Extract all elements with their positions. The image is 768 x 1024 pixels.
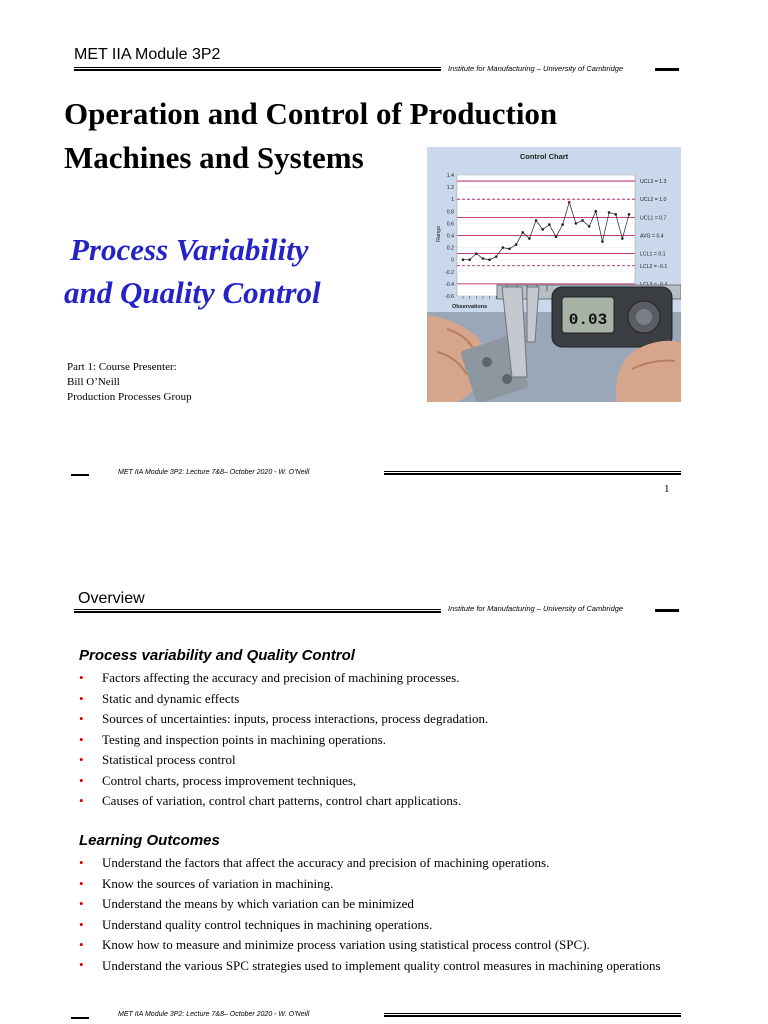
chart-x-label: Observations [452, 304, 488, 310]
learning-outcomes-list [77, 853, 677, 975]
header-rule-thick [74, 69, 441, 71]
overview-title: Overview [78, 590, 145, 607]
chart-y-label: Range [436, 225, 442, 242]
list-item-text: Causes of variation, control chart patterns, control chart applications. [102, 793, 462, 808]
chart-limit-label: UCL2 = 1.0 [640, 197, 667, 204]
list-item [77, 894, 677, 915]
bullet-icon: • [79, 875, 84, 891]
list-item [77, 689, 677, 710]
chart-y-tick-label: 0 [451, 257, 454, 264]
presenter-line-1: Part 1: Course Presenter: [67, 361, 177, 373]
list-item-text: Know the sources of variation in machining. [102, 875, 334, 891]
list-item [77, 956, 677, 975]
footer-text: MET IIA Module 3P2: Lecture 7&8– October 2020 - W. O’Neill [118, 469, 310, 476]
chart-y-tick-label: 1.2 [446, 185, 454, 192]
slide-title-line-1: Operation and Control of Production [64, 96, 558, 131]
bullet-icon: • [79, 752, 84, 767]
slide-subtitle [64, 228, 321, 314]
header-rule-thin [74, 67, 441, 68]
presenter-line-2: Bill O’Neill [67, 376, 120, 388]
chart-y-tick-label: 0.2 [446, 245, 454, 252]
bullet-icon: • [79, 896, 84, 911]
bullet-icon: • [79, 711, 84, 726]
control-chart-figure [427, 147, 681, 402]
list-item-text: Know how to measure and minimize process variation using statistical process control (SPC). [102, 937, 590, 952]
list-item-text: Testing and inspection points in machining operations. [102, 731, 386, 747]
list-item [77, 935, 677, 956]
subtitle-line-1: Process Variability [70, 232, 309, 267]
list-item [77, 709, 677, 730]
chart-limit-label: UCL3 = 1.3 [640, 179, 667, 186]
chart-y-tick-label: 0.4 [446, 233, 454, 240]
list-item [77, 771, 677, 792]
caliper-photo [427, 147, 681, 402]
caliper-display-reading: 0.03 [568, 311, 608, 329]
list-item [77, 874, 677, 895]
overview-header-rule-right [655, 609, 679, 612]
bullet-icon: • [79, 937, 84, 952]
overview-footer-rule-thin [384, 1013, 681, 1014]
chart-y-tick-label: 0.6 [446, 221, 454, 228]
bullet-icon: • [79, 690, 84, 706]
section-heading-process-variability: Process variability and Quality Control [79, 647, 355, 664]
chart-y-tick-label: 1 [451, 197, 454, 204]
list-item [77, 915, 677, 936]
overview-header-rule-thick [74, 611, 441, 613]
process-variability-list [77, 668, 677, 812]
footer-rule-thin [384, 471, 681, 472]
presenter-line-3: Production Processes Group [67, 391, 192, 403]
chart-limit-label: LCL2 = -0.1 [640, 263, 668, 270]
header-institute: Institute for Manufacturing – University of Cambridge [448, 64, 624, 73]
chart-y-tick-label: 0.8 [446, 209, 454, 216]
chart-y-tick-label: -0.4 [445, 281, 454, 288]
header-rule-right [655, 68, 679, 71]
overview-footer-rule-left [71, 1017, 89, 1019]
overview-header-rule-thin [74, 609, 441, 610]
bullet-icon: • [79, 670, 84, 685]
list-item [77, 791, 677, 812]
list-item-text: Statistical process control [102, 752, 236, 767]
chart-y-tick-label: -0.2 [445, 269, 454, 276]
footer-rule-left [71, 474, 89, 476]
list-item-text: Understand the means by which variation can be minimized [102, 896, 414, 911]
footer-rule-thick [384, 473, 681, 475]
list-item-text: Understand the various SPC strategies used to implement quality control measures in machining operations [102, 957, 661, 973]
section-heading-learning-outcomes: Learning Outcomes [79, 832, 220, 849]
bullet-icon: • [79, 916, 84, 932]
chart-limit-label: AVG = 0.4 [640, 233, 664, 240]
bullet-icon: • [79, 731, 84, 747]
list-item-text: Factors affecting the accuracy and precision of machining processes. [102, 670, 460, 685]
page-number: 1 [664, 483, 670, 495]
bullet-icon: • [79, 793, 84, 808]
list-item [77, 730, 677, 751]
bullet-icon: • [79, 772, 84, 788]
bullet-icon: • [79, 956, 84, 972]
slide-title-line-2: Machines and Systems [64, 140, 364, 175]
list-item [77, 750, 677, 771]
chart-limit-label: UCL1 = 0.7 [640, 215, 667, 222]
list-item [77, 853, 677, 874]
chart-title: Control Chart [519, 152, 569, 161]
presenter-info [67, 360, 192, 405]
list-item-text: Static and dynamic effects [102, 690, 240, 706]
list-item-text: Understand quality control techniques in machining operations. [102, 916, 433, 932]
chart-y-tick-label: 1.4 [446, 173, 454, 179]
list-item-text: Sources of uncertainties: inputs, process interactions, process degradation. [102, 711, 489, 726]
overview-footer-rule-thick [384, 1015, 681, 1017]
header-title: MET IIA Module 3P2 [74, 46, 221, 63]
bullet-icon: • [79, 855, 84, 870]
list-item-text: Understand the factors that affect the accuracy and precision of machining operations. [102, 855, 550, 870]
chart-y-tick-label: -0.6 [445, 294, 454, 300]
chart-limit-label: LCL1 = 0.1 [640, 251, 666, 258]
overview-footer-text: MET IIA Module 3P2: Lecture 7&8– October 2020 - W. O’Neill [118, 1011, 310, 1018]
subtitle-line-2: and Quality Control [64, 275, 321, 310]
list-item-text: Control charts, process improvement techniques, [102, 772, 357, 788]
overview-header-institute: Institute for Manufacturing – University of Cambridge [448, 604, 624, 613]
list-item [77, 668, 677, 689]
